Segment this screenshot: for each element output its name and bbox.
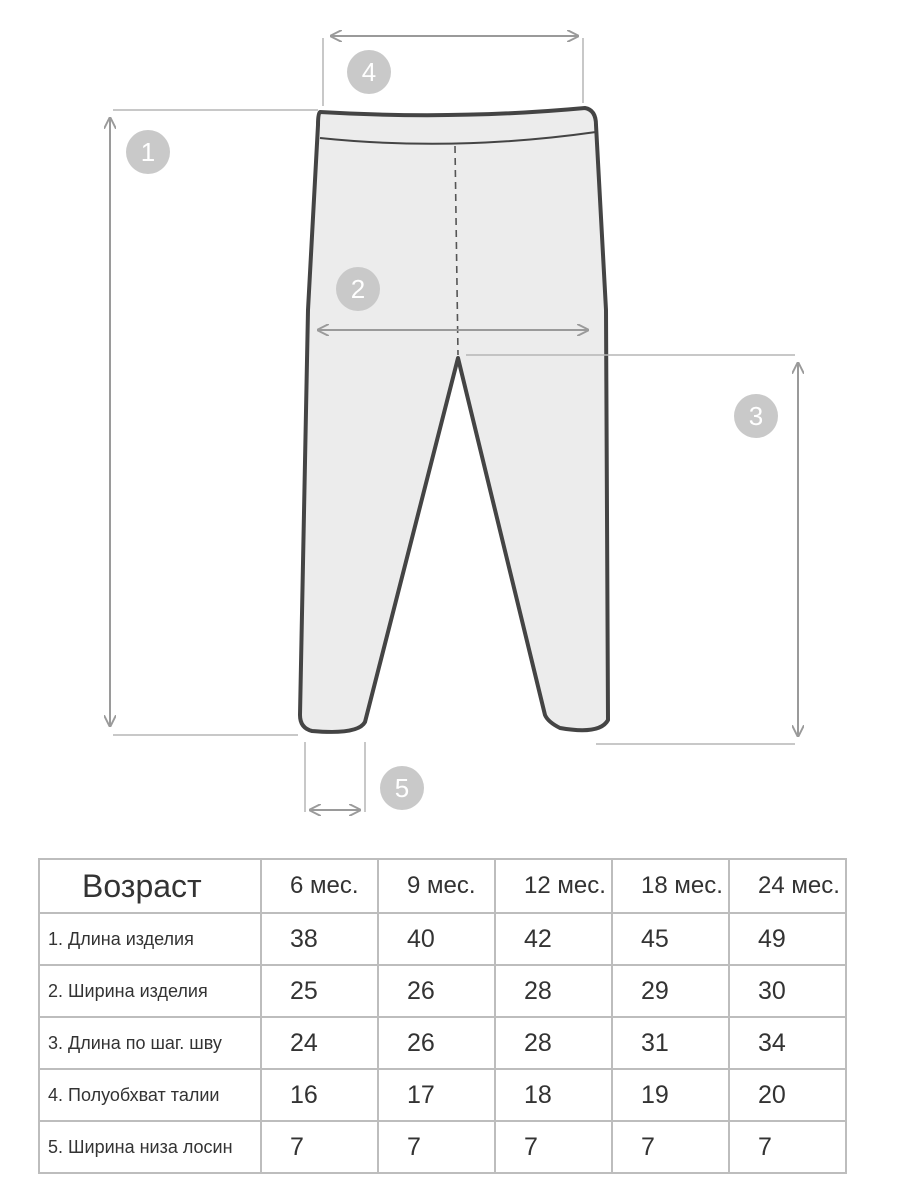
table-cell: 30 [729, 965, 846, 1017]
badge-3 [734, 394, 778, 438]
table-cell: 7 [261, 1121, 378, 1173]
table-cell: 26 [378, 1017, 495, 1069]
row-label: 4. Полуобхват талии [39, 1069, 261, 1121]
badge-1 [126, 130, 170, 174]
svg-text:2: 2 [350, 274, 366, 304]
row-label: 5. Ширина низа лосин [39, 1121, 261, 1173]
table-cell: 17 [378, 1069, 495, 1121]
table-cell: 19 [612, 1069, 729, 1121]
table-cell: 45 [612, 913, 729, 965]
table-cell: 28 [495, 1017, 612, 1069]
table-row [39, 1121, 846, 1173]
svg-text:3: 3 [748, 401, 764, 431]
table-cell: 7 [729, 1121, 846, 1173]
table-cell: 28 [495, 965, 612, 1017]
age-header: Возраст [39, 859, 261, 913]
age-column-header: 24 мес. [729, 859, 846, 913]
table-cell: 26 [378, 965, 495, 1017]
table-cell: 25 [261, 965, 378, 1017]
table-header-row [39, 859, 846, 913]
badge-2 [336, 267, 380, 311]
table-cell: 7 [612, 1121, 729, 1173]
table-row [39, 1017, 846, 1069]
table-cell: 7 [378, 1121, 495, 1173]
svg-text:4: 4 [361, 57, 377, 87]
table-cell: 29 [612, 965, 729, 1017]
table-cell: 18 [495, 1069, 612, 1121]
table-row [39, 913, 846, 965]
age-column-header: 18 мес. [612, 859, 729, 913]
badge-4 [347, 50, 391, 94]
table-cell: 20 [729, 1069, 846, 1121]
age-column-header: 9 мес. [378, 859, 495, 913]
table-cell: 38 [261, 913, 378, 965]
table-cell: 42 [495, 913, 612, 965]
row-label: 3. Длина по шаг. шву [39, 1017, 261, 1069]
table-cell: 7 [495, 1121, 612, 1173]
age-column-header: 12 мес. [495, 859, 612, 913]
table-row [39, 1069, 846, 1121]
leggings-outline [300, 108, 608, 732]
svg-text:5: 5 [394, 773, 410, 803]
table-cell: 34 [729, 1017, 846, 1069]
row-label: 1. Длина изделия [39, 913, 261, 965]
table-cell: 16 [261, 1069, 378, 1121]
age-column-header: 6 мес. [261, 859, 378, 913]
row-label: 2. Ширина изделия [39, 965, 261, 1017]
table-cell: 31 [612, 1017, 729, 1069]
table-cell: 24 [261, 1017, 378, 1069]
table-cell: 40 [378, 913, 495, 965]
table-row [39, 965, 846, 1017]
svg-text:1: 1 [140, 137, 156, 167]
size-table [38, 858, 847, 1174]
badge-5 [380, 766, 424, 810]
table-cell: 49 [729, 913, 846, 965]
